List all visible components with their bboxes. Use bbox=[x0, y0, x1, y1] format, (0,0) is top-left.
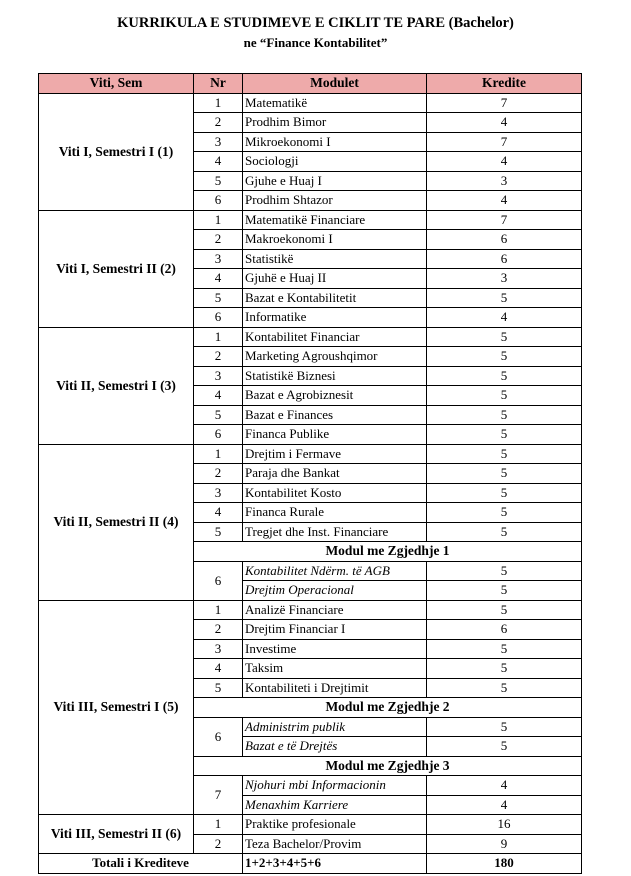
module-credits: 5 bbox=[427, 522, 582, 542]
module-credits: 6 bbox=[427, 249, 582, 269]
module-credits: 5 bbox=[427, 464, 582, 484]
row-number: 1 bbox=[194, 444, 243, 464]
module-name: Teza Bachelor/Provim bbox=[243, 834, 427, 854]
row-number: 5 bbox=[194, 288, 243, 308]
module-credits: 4 bbox=[427, 308, 582, 328]
module-name: Gjuhë e Huaj II bbox=[243, 269, 427, 289]
row-number: 2 bbox=[194, 230, 243, 250]
module-name: Gjuhe e Huaj I bbox=[243, 171, 427, 191]
elective-group-header: Modul me Zgjedhje 3 bbox=[194, 756, 582, 776]
module-name: Kontabilitet Financiar bbox=[243, 327, 427, 347]
module-name: Prodhim Shtazor bbox=[243, 191, 427, 211]
row-number: 3 bbox=[194, 249, 243, 269]
module-name: Informatike bbox=[243, 308, 427, 328]
module-credits: 5 bbox=[427, 386, 582, 406]
table-header-row bbox=[39, 74, 582, 94]
row-number: 5 bbox=[194, 405, 243, 425]
module-credits: 5 bbox=[427, 600, 582, 620]
row-number: 2 bbox=[194, 834, 243, 854]
module-credits: 5 bbox=[427, 327, 582, 347]
elective-module-credits: 5 bbox=[427, 717, 582, 737]
module-name: Taksim bbox=[243, 659, 427, 679]
semester-label: Viti III, Semestri I (5) bbox=[39, 600, 194, 815]
row-number: 2 bbox=[194, 347, 243, 367]
row-number: 3 bbox=[194, 132, 243, 152]
row-number: 1 bbox=[194, 93, 243, 113]
module-credits: 7 bbox=[427, 210, 582, 230]
total-label: Totali i Krediteve bbox=[39, 854, 243, 874]
module-credits: 6 bbox=[427, 620, 582, 640]
module-name: Marketing Agroushqimor bbox=[243, 347, 427, 367]
table-row bbox=[39, 815, 582, 835]
total-formula: 1+2+3+4+5+6 bbox=[243, 854, 427, 874]
row-number: 4 bbox=[194, 152, 243, 172]
module-name: Prodhim Bimor bbox=[243, 113, 427, 133]
module-name: Sociologji bbox=[243, 152, 427, 172]
elective-module-name: Njohuri mbi Informacionin bbox=[243, 776, 427, 796]
module-credits: 5 bbox=[427, 347, 582, 367]
elective-module-credits: 4 bbox=[427, 776, 582, 796]
row-number: 6 bbox=[194, 308, 243, 328]
module-credits: 4 bbox=[427, 113, 582, 133]
row-number: 6 bbox=[194, 191, 243, 211]
row-number: 4 bbox=[194, 659, 243, 679]
module-name: Kontabilitet Kosto bbox=[243, 483, 427, 503]
module-name: Bazat e Agrobiznesit bbox=[243, 386, 427, 406]
module-credits: 5 bbox=[427, 639, 582, 659]
module-name: Financa Rurale bbox=[243, 503, 427, 523]
header-viti-sem: Viti, Sem bbox=[39, 74, 194, 94]
row-number: 2 bbox=[194, 113, 243, 133]
module-name: Bazat e Kontabilitetit bbox=[243, 288, 427, 308]
module-credits: 3 bbox=[427, 171, 582, 191]
document-title: KURRIKULA E STUDIMEVE E CIKLIT TE PARE (Bachelor) bbox=[117, 15, 514, 31]
semester-label: Viti I, Semestri I (1) bbox=[39, 93, 194, 210]
row-number: 4 bbox=[194, 269, 243, 289]
elective-number: 7 bbox=[194, 776, 243, 815]
module-credits: 5 bbox=[427, 366, 582, 386]
row-number: 3 bbox=[194, 483, 243, 503]
row-number: 6 bbox=[194, 425, 243, 445]
module-name: Drejtim Financiar I bbox=[243, 620, 427, 640]
table-body bbox=[39, 93, 582, 873]
row-number: 5 bbox=[194, 171, 243, 191]
module-name: Statistikë Biznesi bbox=[243, 366, 427, 386]
header-nr: Nr bbox=[194, 74, 243, 94]
table-row bbox=[39, 210, 582, 230]
row-number: 4 bbox=[194, 503, 243, 523]
table-row bbox=[39, 93, 582, 113]
row-number: 3 bbox=[194, 366, 243, 386]
module-name: Investime bbox=[243, 639, 427, 659]
elective-group-header: Modul me Zgjedhje 1 bbox=[194, 542, 582, 562]
row-number: 2 bbox=[194, 620, 243, 640]
module-credits: 7 bbox=[427, 132, 582, 152]
total-row bbox=[39, 854, 582, 874]
module-credits: 5 bbox=[427, 288, 582, 308]
elective-module-name: Drejtim Operacional bbox=[243, 581, 427, 601]
module-credits: 5 bbox=[427, 425, 582, 445]
module-credits: 5 bbox=[427, 678, 582, 698]
elective-number: 6 bbox=[194, 561, 243, 600]
elective-module-name: Kontabilitet Ndërm. të AGB bbox=[243, 561, 427, 581]
module-name: Mikroekonomi I bbox=[243, 132, 427, 152]
module-credits: 6 bbox=[427, 230, 582, 250]
row-number: 1 bbox=[194, 815, 243, 835]
module-credits: 5 bbox=[427, 444, 582, 464]
elective-module-name: Administrim publik bbox=[243, 717, 427, 737]
table-row bbox=[39, 327, 582, 347]
header-modulet: Modulet bbox=[243, 74, 427, 94]
module-name: Statistikë bbox=[243, 249, 427, 269]
module-name: Kontabiliteti i Drejtimit bbox=[243, 678, 427, 698]
module-name: Praktike profesionale bbox=[243, 815, 427, 835]
module-name: Matematikë bbox=[243, 93, 427, 113]
elective-module-credits: 5 bbox=[427, 737, 582, 757]
semester-label: Viti III, Semestri II (6) bbox=[39, 815, 194, 854]
elective-number: 6 bbox=[194, 717, 243, 756]
semester-label: Viti II, Semestri I (3) bbox=[39, 327, 194, 444]
elective-module-name: Bazat e të Drejtës bbox=[243, 737, 427, 757]
module-credits: 7 bbox=[427, 93, 582, 113]
document-subtitle: ne “Finance Kontabilitet” bbox=[243, 35, 388, 50]
module-name: Makroekonomi I bbox=[243, 230, 427, 250]
module-name: Drejtim i Fermave bbox=[243, 444, 427, 464]
module-name: Bazat e Finances bbox=[243, 405, 427, 425]
elective-module-credits: 5 bbox=[427, 581, 582, 601]
module-name: Tregjet dhe Inst. Financiare bbox=[243, 522, 427, 542]
row-number: 2 bbox=[194, 464, 243, 484]
module-credits: 4 bbox=[427, 152, 582, 172]
row-number: 4 bbox=[194, 386, 243, 406]
table-row bbox=[39, 444, 582, 464]
module-credits: 5 bbox=[427, 659, 582, 679]
row-number: 5 bbox=[194, 522, 243, 542]
elective-module-credits: 4 bbox=[427, 795, 582, 815]
semester-label: Viti I, Semestri II (2) bbox=[39, 210, 194, 327]
elective-module-name: Menaxhim Karriere bbox=[243, 795, 427, 815]
module-credits: 5 bbox=[427, 503, 582, 523]
module-credits: 4 bbox=[427, 191, 582, 211]
module-credits: 3 bbox=[427, 269, 582, 289]
table-row bbox=[39, 600, 582, 620]
curriculum-table bbox=[38, 73, 582, 874]
semester-label: Viti II, Semestri II (4) bbox=[39, 444, 194, 600]
row-number: 3 bbox=[194, 639, 243, 659]
row-number: 5 bbox=[194, 678, 243, 698]
module-credits: 5 bbox=[427, 405, 582, 425]
elective-group-header: Modul me Zgjedhje 2 bbox=[194, 698, 582, 718]
module-name: Paraja dhe Bankat bbox=[243, 464, 427, 484]
elective-module-credits: 5 bbox=[427, 561, 582, 581]
module-credits: 16 bbox=[427, 815, 582, 835]
module-credits: 5 bbox=[427, 483, 582, 503]
module-name: Financa Publike bbox=[243, 425, 427, 445]
total-value: 180 bbox=[427, 854, 582, 874]
row-number: 1 bbox=[194, 600, 243, 620]
row-number: 1 bbox=[194, 210, 243, 230]
module-name: Matematikë Financiare bbox=[243, 210, 427, 230]
module-name: Analizë Financiare bbox=[243, 600, 427, 620]
module-credits: 9 bbox=[427, 834, 582, 854]
header-kredite: Kredite bbox=[427, 74, 582, 94]
row-number: 1 bbox=[194, 327, 243, 347]
